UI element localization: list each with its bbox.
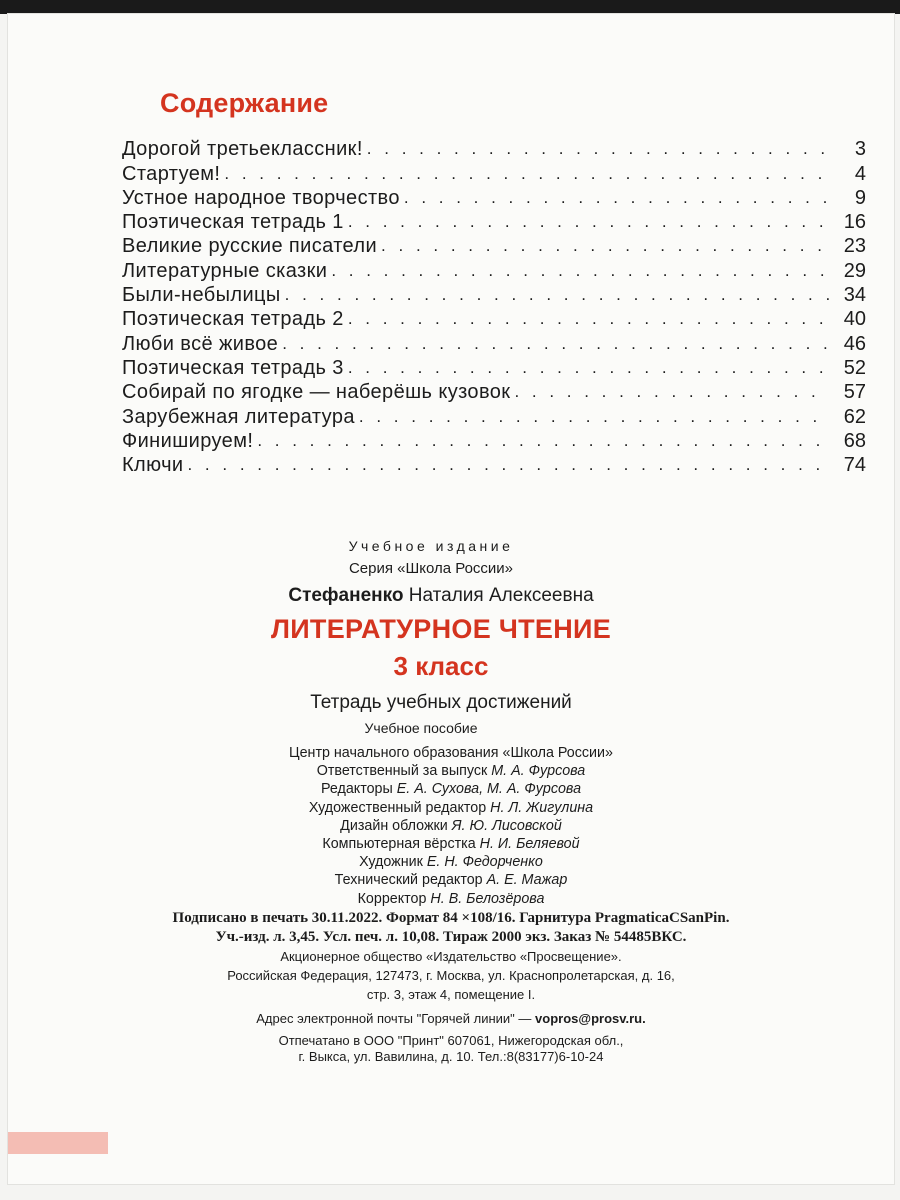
author-surname: Стефаненко bbox=[288, 585, 404, 606]
credit-role: Компьютерная вёрстка bbox=[322, 836, 476, 853]
toc-entry-title: Собирай по ягодке — наберёшь кузовок bbox=[122, 381, 511, 404]
toc-leader-dots bbox=[514, 381, 830, 403]
grade-label: 3 класс bbox=[393, 651, 489, 681]
printer-line: г. Выкса, ул. Вавилина, д. 10. Тел.:8(83177)6-10-24 bbox=[298, 1048, 604, 1064]
credits-list bbox=[8, 744, 894, 908]
toc-leader-dots bbox=[187, 454, 830, 476]
toc-entry-title: Зарубежная литература bbox=[122, 405, 355, 428]
signed-to-print bbox=[8, 910, 894, 927]
credit-name: Н. Л. Жигулина bbox=[490, 799, 594, 816]
credit-role: Редакторы bbox=[320, 781, 393, 798]
credit-line bbox=[8, 762, 894, 780]
credit-role: Технический редактор bbox=[334, 872, 483, 889]
credit-name: Е. А. Сухова, М. А. Фурсова bbox=[396, 781, 582, 798]
credit-role: Художник bbox=[359, 854, 423, 871]
toc-entry-title: Были-небылицы bbox=[122, 284, 281, 307]
author-line bbox=[8, 585, 894, 607]
toc-leader-dots bbox=[224, 163, 830, 185]
toc-entry-title: Поэтическая тетрадь 1 bbox=[122, 211, 344, 234]
credit-name: Е. Н. Федорченко bbox=[426, 854, 543, 871]
toc-entry bbox=[122, 185, 866, 209]
credit-name: Н. И. Беляевой bbox=[479, 836, 580, 853]
imprint-block bbox=[8, 538, 894, 1065]
toc-entry bbox=[122, 330, 866, 354]
page-corner-tint bbox=[8, 1132, 108, 1154]
credit-line bbox=[8, 853, 894, 871]
signed-text: Подписано в печать 30.11.2022. Формат 84 ×108/16. Гарнитура PragmaticaCSanPin. bbox=[172, 909, 730, 926]
credit-line bbox=[8, 799, 894, 817]
publisher-line: стр. 3, этаж 4, помещение I. bbox=[366, 986, 536, 1002]
toc-entry-title: Люби всё живое bbox=[122, 332, 279, 355]
toc-entry-page: 29 bbox=[843, 259, 866, 282]
toc-entry bbox=[122, 209, 866, 233]
credit-line bbox=[8, 890, 894, 908]
toc-leader-dots bbox=[404, 187, 830, 209]
printer-line: Отпечатано в ООО "Принт" 607061, Нижегородская обл., bbox=[278, 1032, 624, 1048]
credit-line bbox=[8, 835, 894, 853]
toc-entry bbox=[122, 257, 866, 281]
toc-entry-page: 3 bbox=[854, 138, 866, 161]
credit-line bbox=[8, 871, 894, 889]
toc-entry-page: 46 bbox=[843, 332, 866, 355]
toc-entry-page: 4 bbox=[854, 162, 866, 185]
toc-leader-dots bbox=[257, 430, 830, 452]
toc-entry-title: Ключи bbox=[122, 454, 184, 477]
toc-entry-title: Поэтическая тетрадь 2 bbox=[122, 308, 344, 331]
toc-entry bbox=[122, 403, 866, 427]
toc-entry-page: 57 bbox=[843, 381, 866, 404]
toc-entry bbox=[122, 160, 866, 184]
toc-entry-page: 16 bbox=[843, 211, 866, 234]
toc-entry-page: 74 bbox=[843, 454, 866, 477]
toc-entry-page: 34 bbox=[843, 284, 866, 307]
credit-role: Художественный редактор bbox=[308, 799, 487, 816]
toc-leader-dots bbox=[381, 235, 830, 257]
toc-entry-page: 23 bbox=[843, 235, 866, 258]
credit-line bbox=[8, 780, 894, 798]
credit-role: Корректор bbox=[357, 890, 427, 907]
toc-leader-dots bbox=[285, 284, 830, 306]
toc-entry bbox=[122, 452, 866, 476]
hotline-label: Адрес электронной почты "Горячей линии" — bbox=[256, 1010, 532, 1026]
toc-entry-page: 68 bbox=[843, 429, 866, 452]
toc-entry-title: Литературные сказки bbox=[122, 259, 328, 282]
toc-leader-dots bbox=[331, 260, 830, 282]
series-name: Серия «Школа России» bbox=[348, 560, 514, 577]
toc-entry bbox=[122, 428, 866, 452]
publisher-line: Российская Федерация, 127473, г. Москва, ул. Краснопролетарская, д. 16, bbox=[227, 967, 675, 983]
credit-role: Дизайн обложки bbox=[340, 817, 448, 834]
toc-leader-dots bbox=[348, 308, 830, 330]
toc-entry bbox=[122, 282, 866, 306]
credit-name: Н. В. Белозёрова bbox=[430, 890, 545, 907]
toc-entry-title: Великие русские писатели bbox=[122, 235, 378, 258]
toc-entry-page: 40 bbox=[843, 308, 866, 331]
print-specs bbox=[8, 929, 894, 946]
book-page bbox=[8, 14, 894, 1184]
credit-role: Ответственный за выпуск bbox=[316, 763, 488, 780]
toc-entry bbox=[122, 379, 866, 403]
toc-entry-title: Финишируем! bbox=[122, 429, 254, 452]
credit-name: А. Е. Мажар bbox=[486, 872, 568, 889]
author-given-name: Наталия Алексеевна bbox=[408, 585, 594, 606]
toc-leader-dots bbox=[359, 406, 830, 428]
toc-entry bbox=[122, 306, 866, 330]
toc-entry-title: Стартуем! bbox=[122, 162, 221, 185]
book-title: ЛИТЕРАТУРНОЕ ЧТЕНИЕ bbox=[270, 614, 612, 644]
toc-leader-dots bbox=[282, 333, 830, 355]
toc-leader-dots bbox=[367, 138, 830, 160]
toc-entry-page: 9 bbox=[854, 186, 866, 209]
publisher-line: Акционерное общество «Издательство «Просвещение». bbox=[280, 948, 622, 964]
toc-leader-dots bbox=[348, 211, 830, 233]
book-kind: Учебное пособие bbox=[364, 720, 478, 736]
toc-entry-title: Устное народное творчество bbox=[122, 186, 400, 209]
toc-entry bbox=[122, 136, 866, 160]
table-of-contents bbox=[122, 136, 866, 476]
scan-top-edge bbox=[0, 0, 900, 14]
toc-entry bbox=[122, 233, 866, 257]
credit-name: М. А. Фурсова bbox=[491, 763, 586, 780]
toc-entry-page: 52 bbox=[843, 356, 866, 379]
toc-leader-dots bbox=[348, 357, 830, 379]
credit-line bbox=[8, 817, 894, 835]
toc-entry-page: 62 bbox=[843, 405, 866, 428]
book-subtitle: Тетрадь учебных достижений bbox=[310, 692, 572, 713]
toc-heading: Содержание bbox=[160, 88, 329, 118]
hotline-line bbox=[8, 1011, 894, 1027]
toc-entry bbox=[122, 355, 866, 379]
toc-entry-title: Дорогой третьеклассник! bbox=[122, 138, 363, 161]
hotline-email: vopros@prosv.ru. bbox=[535, 1010, 646, 1026]
credit-line bbox=[8, 744, 894, 762]
toc-entry-title: Поэтическая тетрадь 3 bbox=[122, 356, 344, 379]
credit-role: Центр начального образования «Школа России» bbox=[289, 745, 613, 761]
credit-name: Я. Ю. Лисовской bbox=[451, 817, 562, 834]
print-specs-text: Уч.-изд. л. 3,45. Усл. печ. л. 10,08. Тираж 2000 экз. Заказ № 54485ВКС. bbox=[215, 928, 687, 945]
edition-type: Учебное издание bbox=[348, 538, 514, 554]
